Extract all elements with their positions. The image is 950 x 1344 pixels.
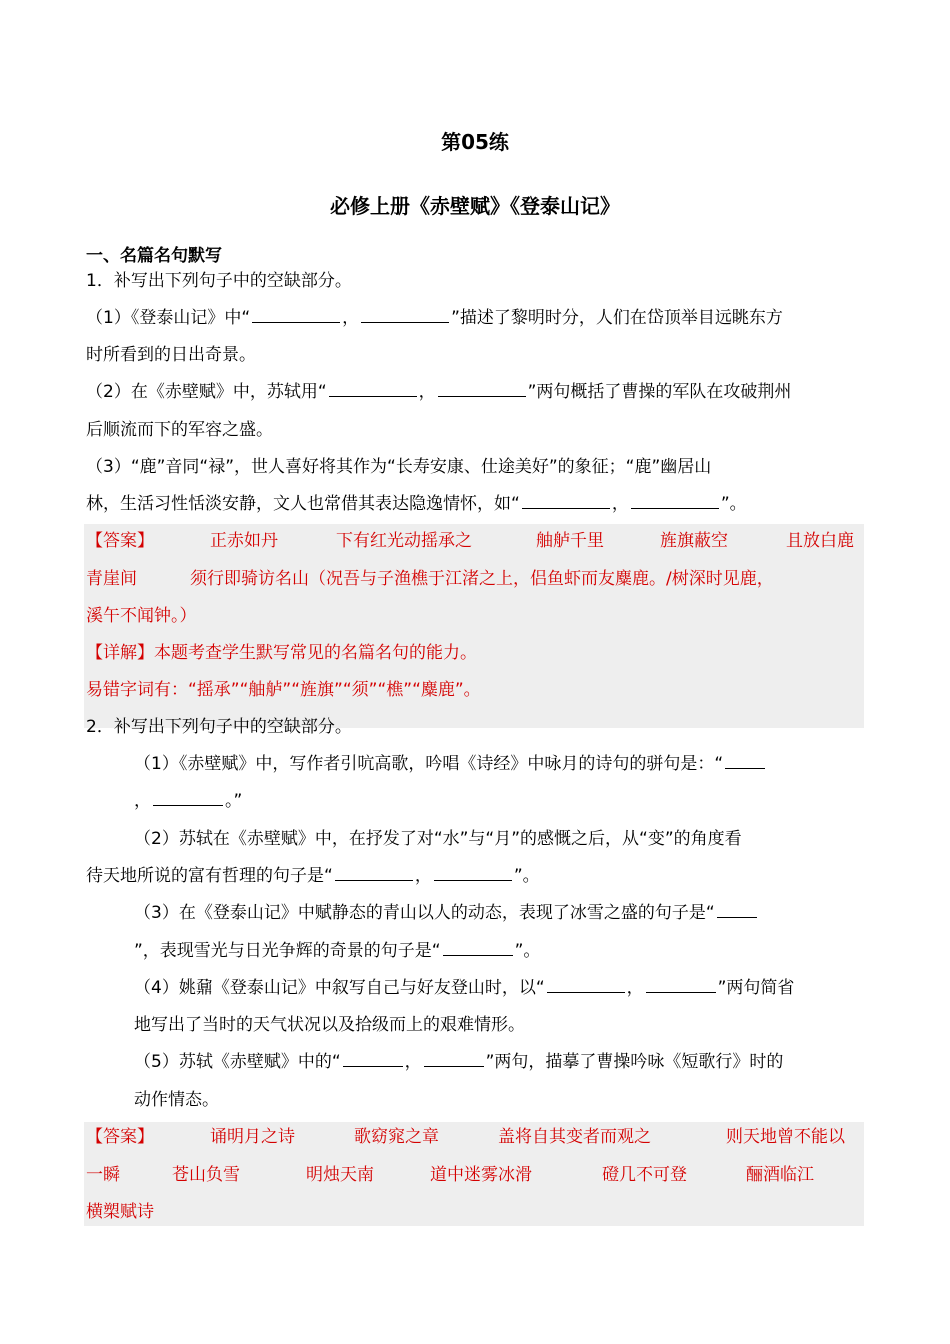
q2-item-1-line-2: ， 。” [134,791,243,811]
answer-blank [438,395,526,397]
q2-item-2-line-2: 待天地所说的富有哲理的句子是“ ， ”。 [86,866,540,886]
page-title: 第05练 [441,130,509,154]
answer-blank [252,321,340,323]
section-heading: 一、名篇名句默写 [86,246,222,266]
q1-item-3-line-2: 林，生活习性恬淡安静，文人也常借其表达隐逸情怀，如“ ， ”。 [86,494,747,514]
answer-1-row-3: 溪午不闻钟。） [86,606,197,626]
answer-blank [547,991,625,993]
answer-label: 【答案】 [86,531,154,551]
q1-item-2-line-2: 后顺流而下的军容之盛。 [86,420,273,440]
q2-item-4-line-1: （4）姚鼐《登泰山记》中叙写自己与好友登山时，以“ ， ”两句简省 [134,978,795,998]
answer-1-detail: 【详解】本题考查学生默写常见的名篇名句的能力。 [86,643,477,663]
q2-item-3-line-2: ”，表现雪光与日光争辉的奇景的句子是“ ”。 [134,941,541,961]
answer-blank [361,321,449,323]
page-subtitle: 必修上册《赤壁赋》《登泰山记》 [330,194,620,218]
answer-blank [335,879,413,881]
q2-item-5-line-1: （5）苏轼《赤壁赋》中的“ ， ”两句，描摹了曹操吟咏《短歌行》时的 [134,1052,784,1072]
answer-1-typo-note: 易错字词有：“摇承”“舳舻”“旌旗”“须”“樵”“麋鹿”。 [86,680,481,700]
answer-blank [329,395,417,397]
answer-2-row-3: 横槊赋诗 [86,1202,154,1222]
q2-item-2-line-1: （2）苏轼在《赤壁赋》中，在抒发了对“水”与“月”的感慨之后，从“变”的角度看 [134,829,742,849]
document-page: 第05练 必修上册《赤壁赋》《登泰山记》 一、名篇名句默写 1．补写出下列句子中的空缺部分。 （1）《登泰山记》中“ ， ”描述了黎明时分，人们在岱顶举目远眺东方 时所看到的日出奇景。 （2）在《赤壁赋》中，苏轼用“ ， ”两句概括了曹操的军队在攻破荆州 后顺流而下的军容之盛。 （3）“鹿”音同“禄”，世人喜好将其作为“长寿安康、仕途美好”的象征；“鹿”幽居山 林，生活习性恬淡安静，文人也常借其表达隐逸情怀，如“ ， ”。 【答案】 正赤如丹 下有红光动摇承之 舳舻千里 旌旗蔽空 且放白鹿 青崖间 须行即骑访名山（况吾与子渔樵于江渚之上，侣鱼虾而友麋鹿。/树深时见鹿， 溪午不闻钟。） 【详解】本题考查学生默写常见的名篇名句的能力。 易错字词有：“摇承”“舳舻”“旌旗”“须”“樵”“麋鹿”。 2．补写出下列句子中的空缺部分。 （1）《赤壁赋》中，写作者引吭高歌，吟唱《诗经》中咏月的诗句的骈句是：“ ， 。” （2）苏轼在《赤壁赋》中，在抒发了对“水”与“月”的感慨之后，从“变”的角度看 待天地所说的富有哲理的句子是“ ， ”。 （3）在《登泰山记》中赋静态的青山以人的动态，表现了冰雪之盛的句子是“ ”，表现雪光与日光争辉的奇景的句子是“ ”。 （4）姚鼐《登泰山记》中叙写自己与好友登山时，以“ ， ”两句简省 地写出了当时的天气状况以及拾级而上的艰难情形。 （5）苏轼《赤壁赋》中的“ ， ”两句，描摹了曹操吟咏《短歌行》时的 动作情态。 【答案】 诵明月之诗 歌窈窕之章 盖将自其变者而观之 则天地曾不能以 一瞬 苍山负雪 明烛天南 道中迷雾冰滑 磴几不可登 酾酒临江 横槊赋诗 [0,0,950,1344]
answer-blank [631,507,719,509]
answer-label: 【答案】 [86,1127,154,1147]
q2-item-3-line-1: （3）在《登泰山记》中赋静态的青山以人的动态，表现了冰雪之盛的句子是“ [134,900,759,926]
answer-blank [717,916,757,918]
answer-blank [153,804,223,806]
q2-item-5-line-2: 动作情态。 [134,1090,219,1110]
answer-blank [725,767,765,769]
answer-blank [343,1065,403,1067]
answer-blank [434,879,512,881]
q1-item-3-line-1: （3）“鹿”音同“禄”，世人喜好将其作为“长寿安康、仕途美好”的象征；“鹿”幽居山 [86,457,712,477]
answer-blank [522,507,610,509]
answer-blank [443,954,513,956]
answer-blank [646,991,716,993]
q1-item-1-line-1: （1）《登泰山记》中“ ， ”描述了黎明时分，人们在岱顶举目远眺东方 [86,308,783,328]
question-1-stem: 1．补写出下列句子中的空缺部分。 [86,271,352,291]
q1-item-2-line-1: （2）在《赤壁赋》中，苏轼用“ ， ”两句概括了曹操的军队在攻破荆州 [86,382,792,402]
q2-item-4-line-2: 地写出了当时的天气状况以及拾级而上的艰难情形。 [134,1015,525,1035]
q1-item-1-line-2: 时所看到的日出奇景。 [86,345,256,365]
q2-item-1-line-1: （1）《赤壁赋》中，写作者引吭高歌，吟唱《诗经》中咏月的诗句的骈句是：“ [134,751,767,777]
question-2-stem: 2．补写出下列句子中的空缺部分。 [86,717,352,737]
answer-blank [424,1065,484,1067]
